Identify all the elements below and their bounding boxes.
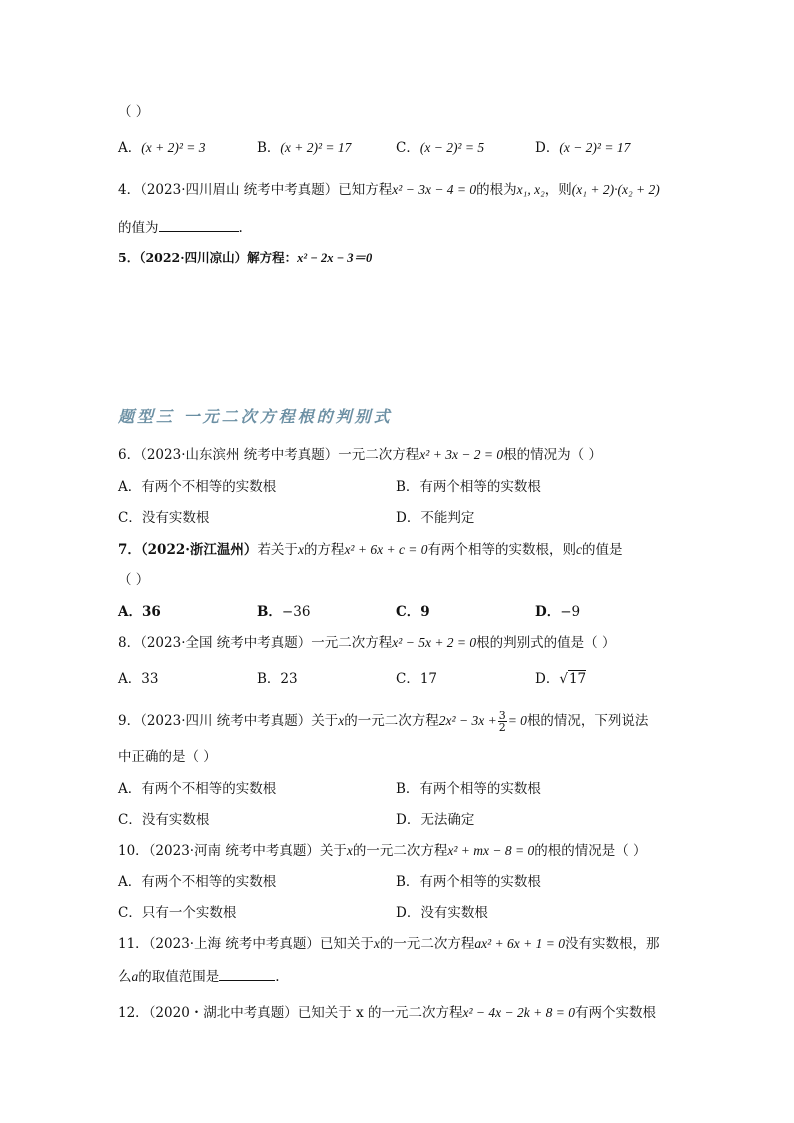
option-text: 有两个不相等的实数根 [141,874,277,890]
option-text: 有两个相等的实数根 [419,781,541,797]
q9-option-d[interactable] [396,811,474,829]
option-label: D． [396,905,421,921]
question-12 [118,1004,656,1022]
option-a[interactable] [118,139,206,157]
q9-text1: 关于 [311,713,339,729]
q4-equation: x² − 3x − 4 = 0 [392,182,477,197]
option-label: D． [535,604,561,620]
q6-option-b[interactable] [396,478,541,496]
option-text: 17 [568,671,587,687]
option-text: 有两个不相等的实数根 [141,479,277,495]
q9-text2: 的一元二次方程 [344,713,439,729]
q10-option-a[interactable] [118,873,276,891]
question-9 [118,710,648,733]
question-6 [118,446,602,464]
q9-option-a[interactable] [118,780,276,798]
q5-num: 5． [118,250,140,265]
q11-source: （2023·上海 统考中考真题） [148,936,320,952]
q7-text1: 若关于 [257,542,298,558]
q8-option-a[interactable] [118,670,158,688]
question-7 [118,541,623,559]
q9-text3: 根的情况，下列说法 [526,713,649,729]
question-5 [118,249,372,267]
q10-option-c[interactable] [118,904,236,922]
q11-line2a: 么 [118,969,132,985]
q8-equation: x² − 5x + 2 = 0 [392,635,477,650]
q9-num: 9． [118,713,141,729]
question-11-line2 [118,966,280,986]
q11-text3: 没有实数根，那 [565,936,660,952]
q11-answer-blank[interactable] [219,966,275,981]
q6-option-a[interactable] [118,478,276,496]
q9-eq-a: 2x² − 3x + [438,713,497,728]
q4-answer-blank[interactable] [159,217,239,232]
q7-equation: x² + 6x + c = 0 [344,542,428,557]
option-text: 没有实数根 [420,905,488,921]
q6-num: 6． [118,447,141,463]
option-c[interactable] [396,139,484,157]
q9-line2: 中正确的是（ ） [118,749,217,765]
option-label: A． [118,604,142,620]
option-label: B． [257,140,281,156]
option-expr: (x + 2)² = 17 [280,140,352,155]
q10-text3: 的根的情况是（ ） [534,843,647,859]
option-expr: (x − 2)² = 5 [419,140,485,155]
option-label: A． [118,874,142,890]
q8-option-b[interactable] [257,670,298,688]
option-label: A． [118,781,142,797]
q5-text: 解方程： [247,250,298,265]
q7-text2: 的方程 [303,542,345,558]
option-text: 不能判定 [420,510,475,526]
question-4 [118,181,660,199]
sqrt-symbol: √ [559,671,568,687]
option-text: 9 [420,604,430,620]
option-text: 没有实数根 [141,812,210,828]
q4-source: （2023·四川眉山 统考中考真题） [140,182,339,198]
q10-num: 10． [118,843,149,859]
option-text: 没有实数根 [141,510,210,526]
q7-num: 7． [118,542,141,558]
q7-text4: 的值是 [582,542,623,558]
q7-option-b[interactable] [257,603,310,621]
option-expr: (x + 2)² = 3 [141,140,206,155]
question-8 [118,634,615,652]
q12-text1: 已知关于 x 的一元二次方程 [297,1005,463,1021]
q11-line2b: 的取值范围是 [138,969,220,985]
option-label: A． [118,140,142,156]
q6-text2: 根的情况为（ ） [503,447,602,463]
option-label: D． [396,510,421,526]
q12-equation: x² − 4x − 2k + 8 = 0 [462,1005,575,1020]
q4-expression: (x₁ + 2)·(x₂ + 2) [571,182,660,197]
option-label: D． [535,140,560,156]
q6-equation: x² + 3x − 2 = 0 [419,447,504,462]
option-text: 17 [419,671,438,687]
option-label: C． [118,510,142,526]
option-label: C． [118,812,142,828]
q7-var: x [297,542,304,557]
q8-option-d[interactable] [535,670,586,688]
option-label: C． [396,604,421,620]
option-text: 有两个相等的实数根 [419,874,541,890]
section-title: 题型三 一元二次方程根的判别式 [118,407,393,426]
option-text: 无法确定 [420,812,475,828]
q4-roots: x₁, x₂ [516,182,545,197]
q8-option-c[interactable] [396,670,437,688]
q6-source: （2023·山东滨州 统考中考真题） [140,447,339,463]
q12-text2: 有两个实数根 [574,1005,656,1021]
q10-option-b[interactable] [396,873,541,891]
q11-end: . [275,969,280,985]
option-label: C． [118,905,142,921]
q10-text1: 关于 [319,843,347,859]
q10-source: （2023·河南 统考中考真题） [148,843,320,859]
option-label: B． [396,479,420,495]
q8-source: （2023·全国 统考中考真题） [140,635,312,651]
q11-text1: 已知关于 [319,936,374,952]
option-text: 有两个不相等的实数根 [141,781,277,797]
q4-num: 4． [118,182,141,198]
q7-option-c[interactable] [396,603,430,621]
q11-a: a [131,969,139,984]
option-label: A． [118,479,142,495]
option-label: D． [396,812,421,828]
q6-option-c[interactable] [118,509,209,527]
q10-option-d[interactable] [396,904,488,922]
option-label: B． [257,604,282,620]
q7-option-a[interactable] [118,603,161,621]
q12-source: （2020・湖北中考真题） [148,1005,298,1021]
option-text: 33 [141,671,159,687]
option-label: B． [396,781,420,797]
q4-text3: ，则 [544,182,572,198]
q11-equation: ax² + 6x + 1 = 0 [474,936,566,951]
q6-text1: 一元二次方程 [338,447,420,463]
q10-equation: x² + mx − 8 = 0 [447,843,535,858]
q7-text3: 有两个相等的实数根，则 [427,542,577,558]
option-text: −36 [281,604,311,620]
q8-num: 8． [118,635,141,651]
option-label: C． [396,671,420,687]
option-text: 36 [141,604,161,620]
q5-equation: x² − 2x − 3＝0 [297,251,373,265]
q4-text2: 的根为 [476,182,517,198]
q7-paren: （ ） [118,572,150,588]
prev-question-paren: （ ） [118,104,150,120]
q7-c: c [576,542,583,557]
q9-fraction [498,710,507,733]
option-label: B． [396,874,420,890]
question-11 [118,935,660,953]
q6-option-d[interactable] [396,509,474,527]
option-expr: (x − 2)² = 17 [559,140,631,155]
option-label: A． [118,671,142,687]
option-label: B． [257,671,281,687]
q4-line2: 的值为 [118,220,159,236]
q7-option-d[interactable] [535,603,580,621]
q4-end: . [238,220,243,236]
q9-eq-b: = 0 [507,713,527,728]
option-d[interactable] [535,139,630,157]
q8-text2: 根的判别式的值是（ ） [476,635,616,651]
option-text: 有两个相等的实数根 [419,479,541,495]
q12-num: 12． [118,1005,149,1021]
option-text: 23 [280,671,298,687]
option-label: C． [396,140,420,156]
option-text: 只有一个实数根 [141,905,237,921]
question-4-line2 [118,217,243,237]
q5-source: （2022·四川凉山） [139,250,248,265]
frac-numerator: 3 [498,709,506,722]
q11-num: 11． [118,936,149,952]
q9-option-b[interactable] [396,780,541,798]
frac-denominator: 2 [498,721,506,734]
option-label: D． [535,671,560,687]
q10-var: x [346,843,353,858]
option-text: −9 [560,604,581,620]
q4-text1: 已知方程 [338,182,393,198]
question-10 [118,842,647,860]
q9-source: （2023·四川 统考中考真题） [140,713,312,729]
q11-var: x [373,936,380,951]
option-b[interactable] [257,139,351,157]
q8-text1: 一元二次方程 [311,635,393,651]
q9-option-c[interactable] [118,811,209,829]
q10-text2: 的一元二次方程 [352,843,448,859]
q7-source: （2022·浙江温州） [140,542,258,558]
q11-text2: 的一元二次方程 [379,936,475,952]
q9-var: x [338,713,345,728]
